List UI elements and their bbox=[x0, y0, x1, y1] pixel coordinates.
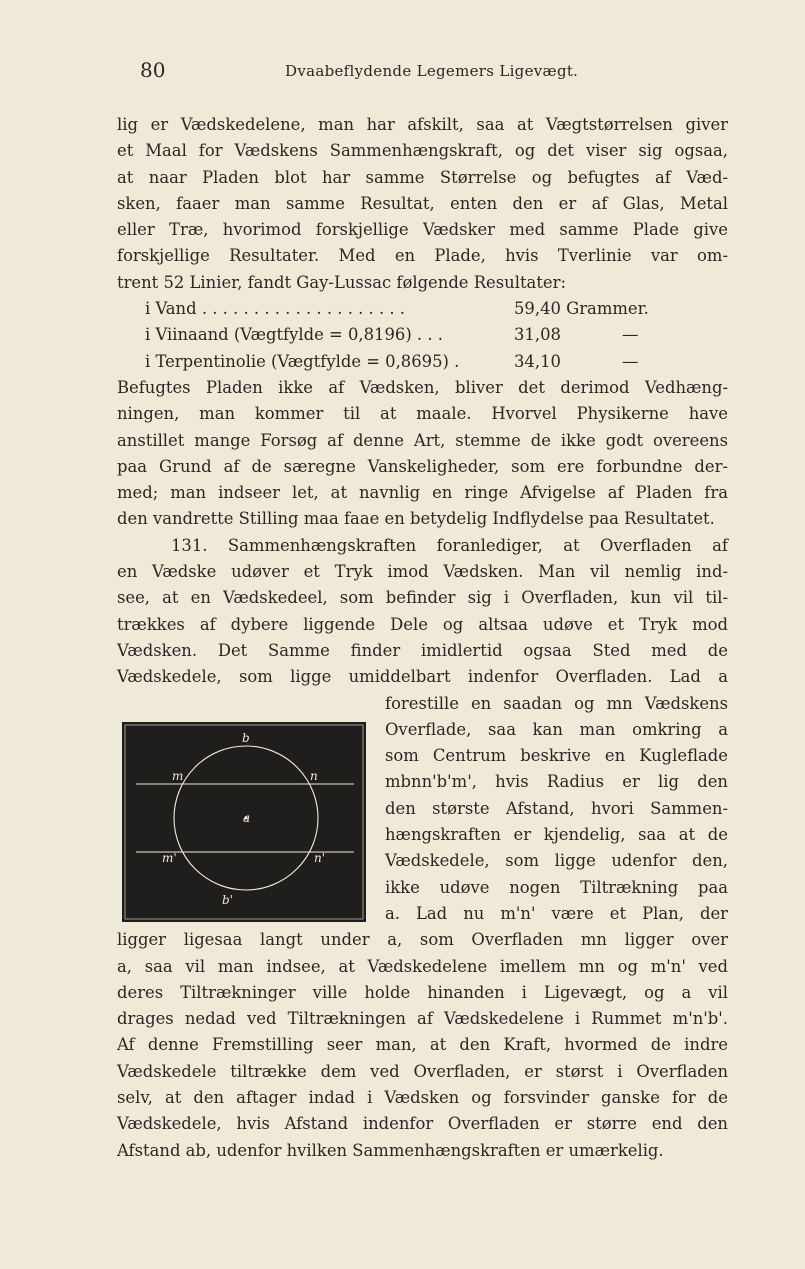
results-label: i Viinaand (Vægtfylde = 0,8196) . . . bbox=[145, 325, 443, 345]
results-value: 34,10 bbox=[514, 351, 561, 371]
results-label: i Terpentinolie (Vægtfylde = 0,8695) . bbox=[145, 351, 460, 371]
text-line: ligger ligesaa langt under a, som Overfladen mn ligger over bbox=[117, 930, 728, 950]
text-line: paa Grund af de særegne Vanskeligheder, som ere forbundne der- bbox=[117, 456, 728, 476]
wrapped-text-line: forestille en saadan og mn Vædskens bbox=[385, 693, 728, 713]
wrapped-text-line: ikke udøve nogen Tiltrækning paa bbox=[385, 877, 728, 897]
text-line: Vædskedele, hvis Afstand indenfor Overfladen er større end den bbox=[117, 1114, 728, 1134]
text-line: lig er Vædskedelene, man har afskilt, saa at Vægtstørrelsen giver bbox=[117, 115, 728, 134]
results-row bbox=[117, 349, 728, 375]
page-number: 80 bbox=[140, 58, 166, 82]
wrapped-text-line: Vædskedele, som ligge udenfor den, bbox=[385, 851, 728, 871]
sphere-diagram-svg bbox=[122, 722, 366, 922]
section-start-line: 131. Sammenhængskraften foranlediger, at Overfladen af bbox=[171, 535, 728, 555]
results-label: i Vand . . . . . . . . . . . . . . . . . . . . bbox=[145, 299, 406, 319]
wrapped-text-line: a. Lad nu m'n' være et Plan, der bbox=[385, 903, 728, 923]
text-line: at naar Pladen blot har samme Størrelse og befugtes af Væd- bbox=[117, 167, 728, 187]
label-n: n bbox=[310, 769, 318, 783]
text-line: forskjellige Resultater. Med en Plade, hvis Tverlinie var om- bbox=[117, 246, 728, 266]
text-line: Vædsken. Det Samme finder imidlertid ogsaa Sted med de bbox=[117, 640, 728, 660]
text-line: deres Tiltrækninger ville holde hinanden i Ligevægt, og a vil bbox=[117, 982, 728, 1002]
results-value: 59,40 Grammer. bbox=[514, 299, 649, 319]
text-line: Vædskedele tiltrække dem ved Overfladen, er størst i Overfladen bbox=[117, 1061, 728, 1081]
results-dash: — bbox=[622, 325, 639, 345]
text-line: et Maal for Vædskens Sammenhængskraft, og det viser sig ogsaa, bbox=[117, 141, 728, 161]
body-text bbox=[117, 112, 728, 1164]
running-title: Dvaabeflydende Legemers Ligevægt. bbox=[285, 62, 579, 80]
text-line: selv, at den aftager indad i Vædsken og forsvinder ganske for de bbox=[117, 1087, 728, 1107]
wrapped-text-line: den største Afstand, hvori Sammen- bbox=[385, 798, 728, 818]
label-a: a bbox=[243, 811, 251, 825]
text-line: trent 52 Linier, fandt Gay-Lussac følgende Resultater: bbox=[117, 272, 566, 292]
label-n-prime: n' bbox=[314, 851, 326, 865]
label-b-prime: b' bbox=[222, 893, 233, 907]
page-header bbox=[0, 58, 805, 88]
results-row bbox=[117, 296, 728, 322]
text-line: a, saa vil man indsee, at Vædskedelene imellem mn og m'n' ved bbox=[117, 956, 728, 976]
label-m-prime: m' bbox=[162, 851, 177, 865]
wrapped-text-line: Overflade, saa kan man omkring a bbox=[385, 719, 728, 739]
text-line: drages nedad ved Tiltrækningen af Vædskedelene i Rummet m'n'b'. bbox=[117, 1009, 728, 1029]
label-b: b bbox=[242, 731, 250, 745]
wrapped-text-line: mbnn'b'm', hvis Radius er lig den bbox=[385, 772, 728, 792]
text-line: med; man indseer let, at navnlig en ringe Afvigelse af Pladen fra bbox=[117, 483, 728, 503]
text-line: eller Træ, hvorimod forskjellige Vædsker med samme Plade give bbox=[117, 220, 728, 240]
results-row bbox=[117, 322, 728, 348]
text-line: see, at en Vædskedeel, som befinder sig i Overfladen, kun vil til- bbox=[117, 588, 728, 608]
text-line: Vædskedele, som ligge umiddelbart indenfor Overfladen. Lad a bbox=[117, 667, 728, 687]
results-dash: — bbox=[622, 351, 639, 371]
text-line: Af denne Fremstilling seer man, at den Kraft, hvormed de indre bbox=[117, 1035, 728, 1055]
text-line: sken, faaer man samme Resultat, enten den er af Glas, Metal bbox=[117, 193, 728, 213]
text-line: trækkes af dybere liggende Dele og altsaa udøve et Tryk mod bbox=[117, 614, 728, 634]
results-value: 31,08 bbox=[514, 325, 561, 345]
sphere-diagram bbox=[122, 722, 366, 922]
label-m: m bbox=[172, 769, 184, 783]
text-line: den vandrette Stilling maa faae en betydelig Indflydelse paa Resultatet. bbox=[117, 509, 715, 529]
text-line: Afstand ab, udenfor hvilken Sammenhængskraften er umærkelig. bbox=[117, 1140, 664, 1160]
text-line: Befugtes Pladen ikke af Vædsken, bliver det derimod Vedhæng- bbox=[117, 377, 728, 397]
text-line: ningen, man kommer til at maale. Hvorvel Physikerne have bbox=[117, 404, 728, 424]
text-line: en Vædske udøver et Tryk imod Vædsken. Man vil nemlig ind- bbox=[117, 562, 728, 582]
text-line: anstillet mange Forsøg af denne Art, stemme de ikke godt overeens bbox=[117, 430, 728, 450]
wrapped-text-line: hængskraften er kjendelig, saa at de bbox=[385, 825, 728, 845]
wrapped-text-line: som Centrum beskrive en Kugleflade bbox=[385, 746, 728, 766]
